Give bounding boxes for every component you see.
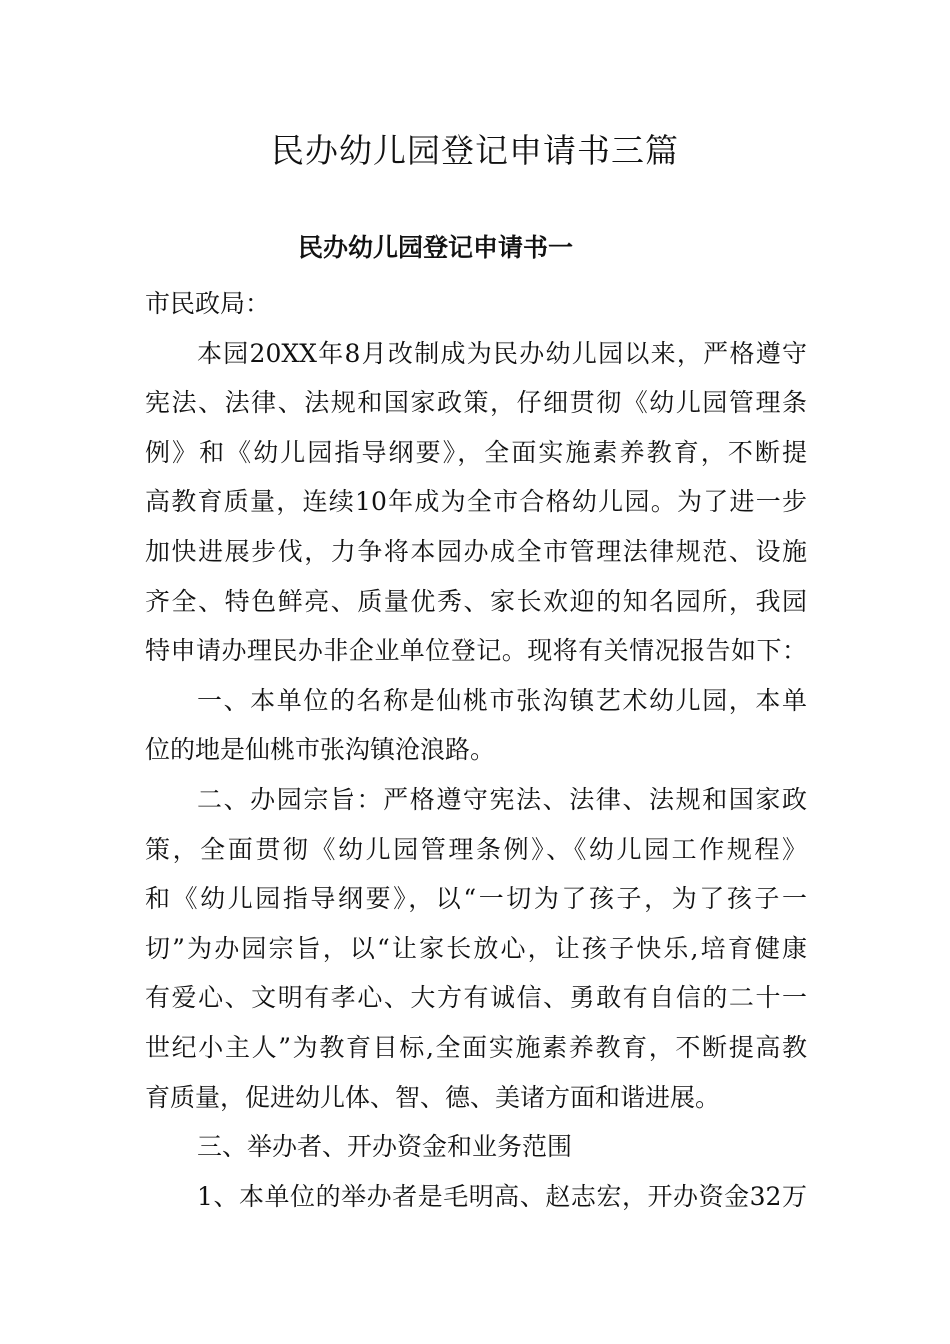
body-line: 加快进展步伐，力争将本园办成全市管理法律规范、设施 (145, 536, 807, 566)
body-line: 和《幼儿园指导纲要》，以“一切为了孩子，为了孩子一 (145, 884, 807, 914)
body-line: 切”为办园宗旨，以“让家长放心，让孩子快乐,培育健康 (145, 933, 807, 963)
body-line: 二、办园宗旨：严格遵守宪法、法律、法规和国家政 (197, 784, 807, 814)
body-line: 世纪小主人”为教育目标,全面实施素养教育，不断提高教 (145, 1032, 807, 1062)
document-title: 民办幼儿园登记申请书三篇 (271, 131, 679, 170)
document-body (145, 279, 807, 1221)
body-line: 1、本单位的举办者是毛明高、赵志宏，开办资金32万 (197, 1181, 807, 1211)
body-line: 本园20XX年8月改制成为民办幼儿园以来，严格遵守 (197, 338, 807, 368)
body-line: 例》和《幼儿园指导纲要》，全面实施素养教育，不断提 (145, 437, 807, 467)
section-title: 民办幼儿园登记申请书一 (298, 233, 574, 262)
body-line: 特申请办理民办非企业单位登记。现将有关情况报告如下： (145, 636, 807, 666)
body-line: 策，全面贯彻《幼儿园管理条例》、《幼儿园工作规程》 (145, 834, 807, 864)
body-line: 育质量，促进幼儿体、智、德、美诸方面和谐进展。 (145, 1082, 721, 1112)
body-line: 位的地是仙桃市张沟镇沧浪路。 (145, 735, 496, 765)
body-line: 高教育质量，连续10年成为全市合格幼儿园。为了进一步 (145, 487, 807, 517)
body-line: 一、本单位的名称是仙桃市张沟镇艺术幼儿园，本单 (197, 685, 807, 715)
body-line: 有爱心、文明有孝心、大方有诚信、勇敢有自信的二十一 (145, 983, 807, 1013)
body-line: 宪法、法律、法规和国家政策，仔细贯彻《幼儿园管理条 (145, 388, 807, 418)
body-line: 市民政局： (145, 289, 271, 318)
body-line: 三、举办者、开办资金和业务范围 (197, 1132, 573, 1162)
body-line: 齐全、特色鲜亮、质量优秀、家长欢迎的知名园所，我园 (145, 586, 807, 616)
